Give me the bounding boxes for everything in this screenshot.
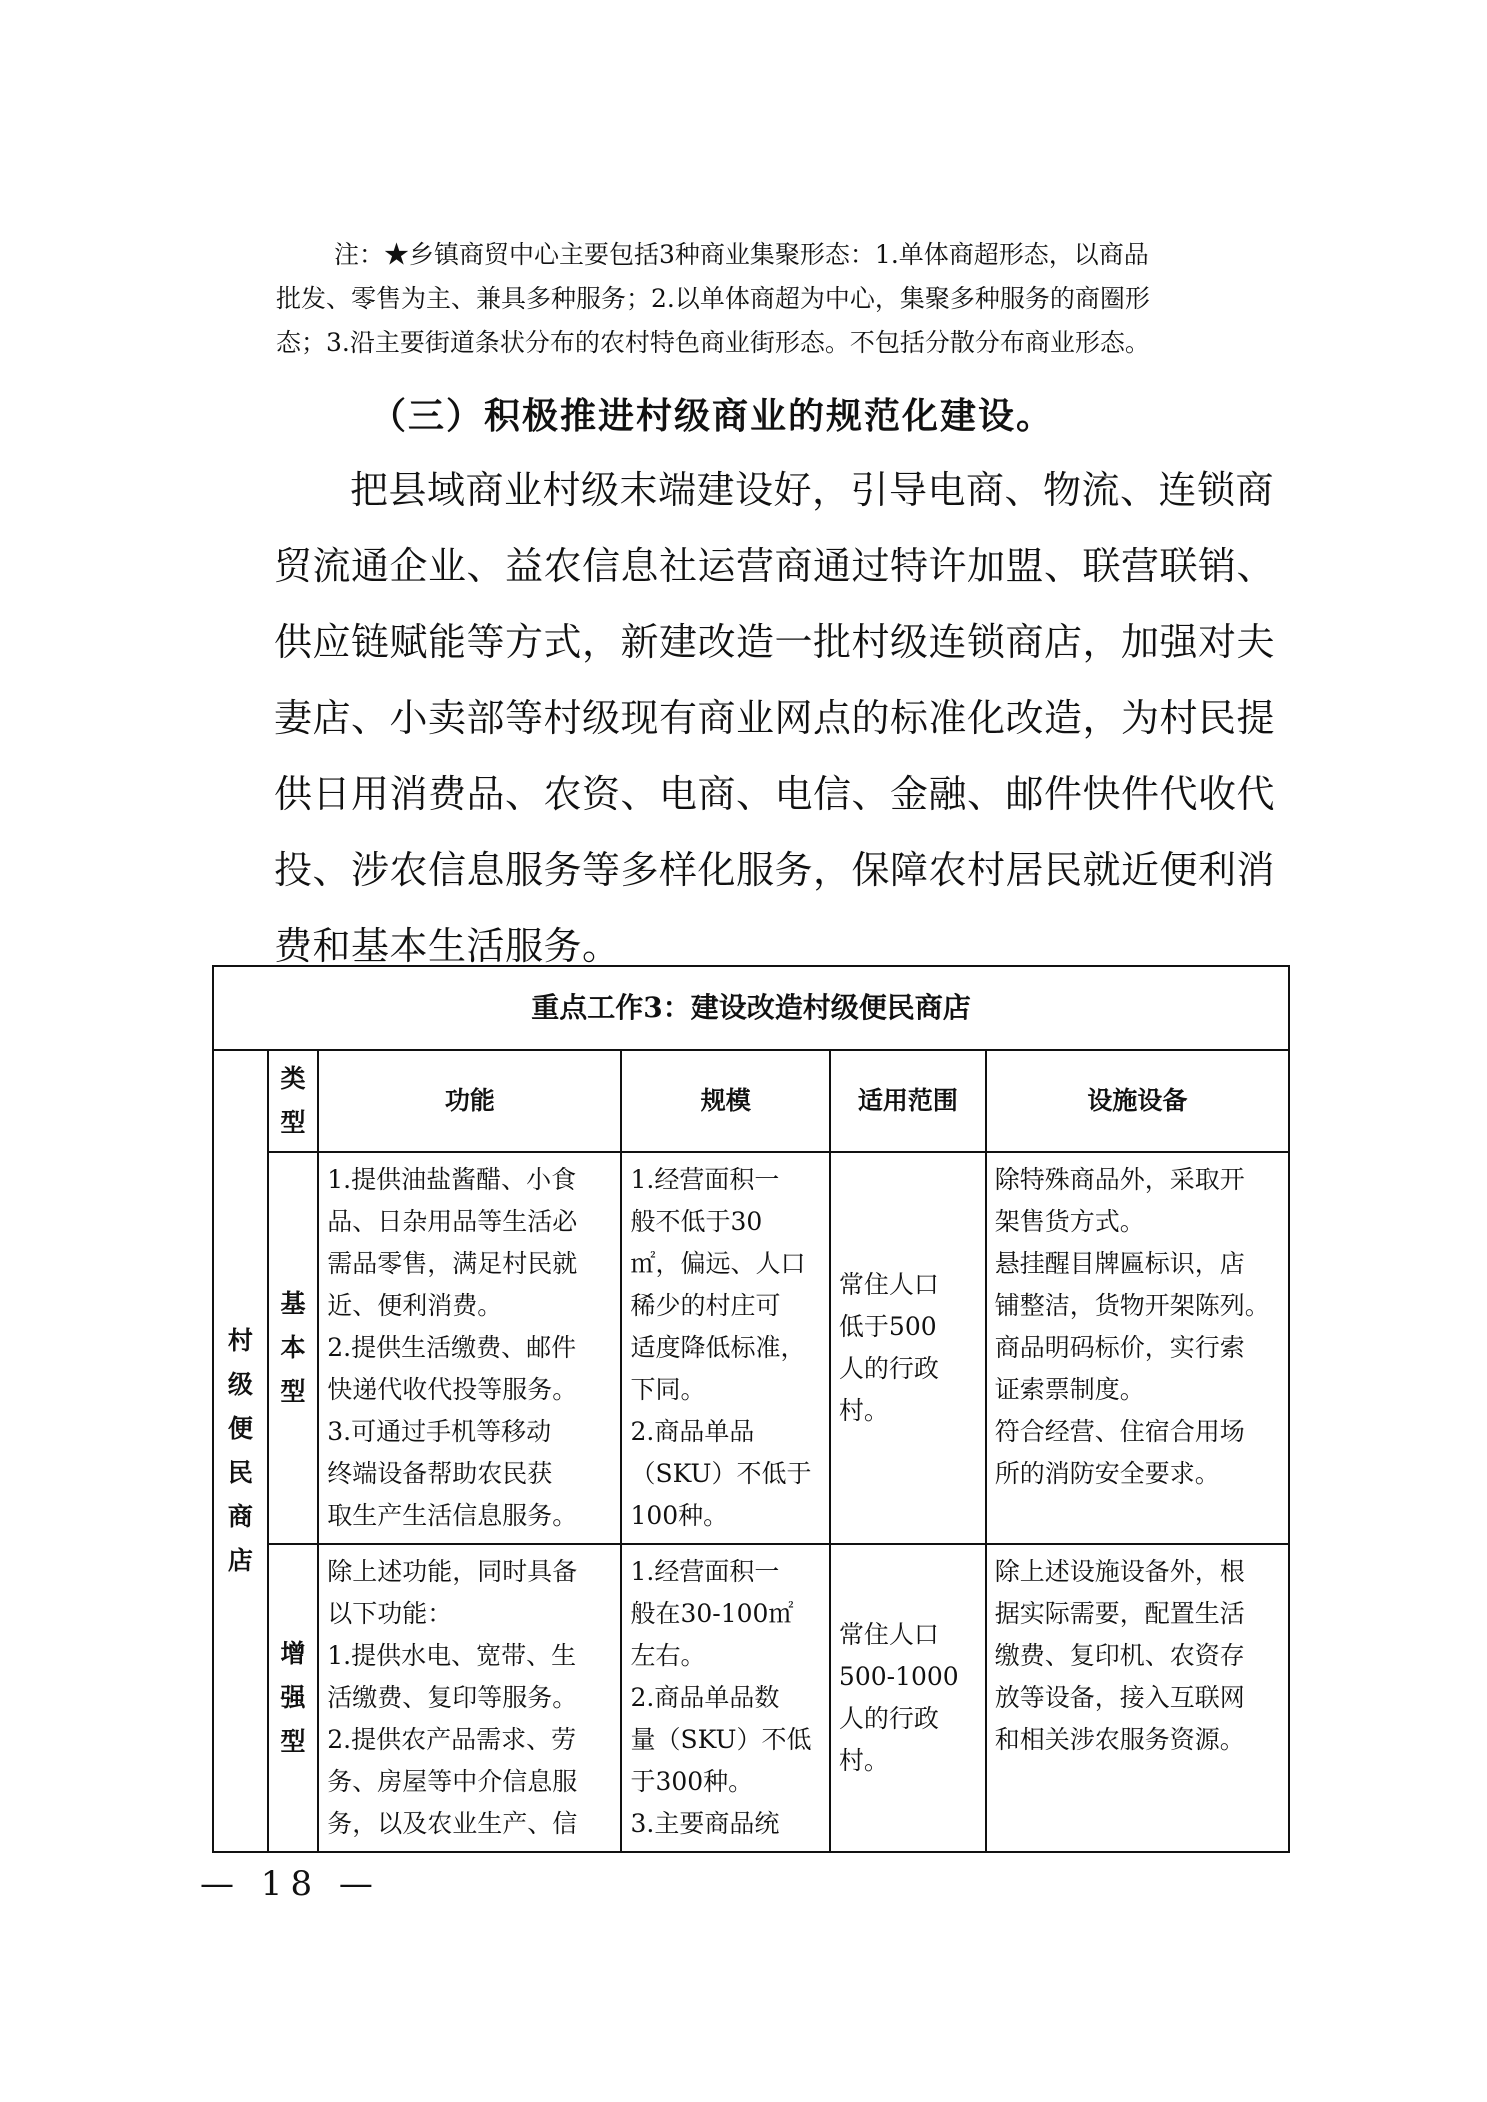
cell-line: 2.商品单品数 <box>630 1683 780 1712</box>
category-char: 店 <box>227 1546 253 1575</box>
cell-line: 除上述功能，同时具备 <box>327 1557 578 1586</box>
paragraph-line: 贸流通企业、益农信息社运营商通过特许加盟、联营联销、 <box>274 544 1276 588</box>
row-type-cell <box>268 1152 319 1544</box>
cell-line: 村。 <box>838 1746 889 1775</box>
cell-line: 2.提供农产品需求、劳 <box>327 1725 577 1754</box>
header-char: 型 <box>280 1108 306 1137</box>
cell-line: 1.提供水电、宽带、生 <box>327 1641 577 1670</box>
cell-line: 快递代收代投等服务。 <box>327 1375 578 1404</box>
row-type-cell <box>268 1544 319 1852</box>
cell-line: 悬挂醒目牌匾标识，店 <box>994 1249 1245 1278</box>
cell-line: 3.可通过手机等移动 <box>327 1417 552 1446</box>
cell-line: 常住人口 <box>838 1620 939 1649</box>
cell-line: 放等设备，接入互联网 <box>994 1683 1245 1712</box>
paragraph-line: 投、涉农信息服务等多样化服务，保障农村居民就近便利消 <box>274 848 1276 892</box>
header-scale: 规模 <box>621 1050 829 1152</box>
category-cell <box>213 1050 268 1852</box>
cell-line: 常住人口 <box>838 1270 939 1299</box>
cell-line: 近、便利消费。 <box>327 1291 503 1320</box>
paragraph-line: 费和基本生活服务。 <box>274 924 621 968</box>
cell-line: 1.提供油盐酱醋、小食 <box>327 1165 577 1194</box>
function-cell <box>318 1152 621 1544</box>
cell-line: 商品明码标价，实行索 <box>994 1333 1245 1362</box>
header-char: 类 <box>280 1064 306 1093</box>
table-footnote <box>276 233 1246 365</box>
cell-line: 1.经营面积一 <box>630 1557 780 1586</box>
table-row <box>213 1152 1289 1544</box>
table-row <box>213 1544 1289 1852</box>
cell-line: （SKU）不低于 <box>630 1459 812 1488</box>
type-char: 本 <box>280 1333 306 1362</box>
paragraph-line: 供日用消费品、农资、电商、电信、金融、邮件快件代收代 <box>274 772 1276 816</box>
cell-line: 终端设备帮助农民获 <box>327 1459 553 1488</box>
scale-cell <box>621 1152 829 1544</box>
cell-line: ㎡，偏远、人口 <box>630 1249 806 1278</box>
cell-line: 适度降低标准， <box>630 1333 806 1362</box>
cell-line: 以下功能： <box>327 1599 453 1628</box>
scale-cell <box>621 1544 829 1852</box>
cell-line: 除特殊商品外，采取开 <box>994 1165 1245 1194</box>
cell-line: 符合经营、住宿合用场 <box>994 1417 1245 1446</box>
cell-line: 低于500 <box>838 1312 937 1341</box>
cell-line: 需品零售，满足村民就 <box>327 1249 578 1278</box>
facility-cell <box>986 1152 1289 1544</box>
category-char: 村 <box>227 1326 253 1355</box>
header-scope: 适用范围 <box>830 1050 986 1152</box>
cell-line: 500-1000 <box>838 1662 959 1691</box>
cell-line: 品、日杂用品等生活必 <box>327 1207 578 1236</box>
cell-line: 缴费、复印机、农资存 <box>994 1641 1245 1670</box>
cell-line: 架售货方式。 <box>994 1207 1145 1236</box>
scope-cell <box>830 1152 986 1544</box>
cell-line: 除上述设施设备外，根 <box>994 1557 1245 1586</box>
cell-line: 3.主要商品统 <box>630 1809 780 1838</box>
cell-line: 活缴费、复印等服务。 <box>327 1683 578 1712</box>
type-char: 基 <box>280 1289 306 1318</box>
cell-line: 量（SKU）不低 <box>630 1725 812 1754</box>
function-cell <box>318 1544 621 1852</box>
footnote-line: 批发、零售为主、兼具多种服务；2.以单体商超为中心，集聚多种服务的商圈形 <box>276 284 1150 313</box>
type-char: 增 <box>280 1639 306 1668</box>
page-number: — 18 — <box>200 1864 381 1904</box>
cell-line: 左右。 <box>630 1641 706 1670</box>
body-paragraph <box>274 452 1276 984</box>
footnote-line: 注：★乡镇商贸中心主要包括3种商业集聚形态：1.单体商超形态，以商品 <box>334 240 1149 269</box>
table-caption: 重点工作3：建设改造村级便民商店 <box>213 966 1289 1050</box>
cell-line: 村。 <box>838 1396 889 1425</box>
type-char: 型 <box>280 1727 306 1756</box>
category-char: 级 <box>227 1370 253 1399</box>
category-char: 民 <box>227 1458 253 1487</box>
cell-line: 100种。 <box>630 1501 729 1530</box>
cell-line: 般在30-100㎡ <box>630 1599 794 1628</box>
key-work-table <box>212 965 1290 1853</box>
cell-line: 人的行政 <box>838 1704 939 1733</box>
type-char: 强 <box>280 1683 306 1712</box>
footnote-line: 态；3.沿主要街道条状分布的农村特色商业街形态。不包括分散分布商业形态。 <box>276 328 1150 357</box>
cell-line: 下同。 <box>630 1375 706 1404</box>
cell-line: 2.提供生活缴费、邮件 <box>327 1333 577 1362</box>
type-char: 型 <box>280 1377 306 1406</box>
paragraph-line: 妻店、小卖部等村级现有商业网点的标准化改造，为村民提 <box>274 696 1276 740</box>
cell-line: 务，以及农业生产、信 <box>327 1809 578 1838</box>
category-char: 便 <box>227 1414 253 1443</box>
scope-cell <box>830 1544 986 1852</box>
cell-line: 于300种。 <box>630 1767 754 1796</box>
cell-line: 人的行政 <box>838 1354 939 1383</box>
paragraph-line: 供应链赋能等方式，新建改造一批村级连锁商店，加强对夫 <box>274 620 1276 664</box>
header-facility: 设施设备 <box>986 1050 1289 1152</box>
cell-line: 1.经营面积一 <box>630 1165 780 1194</box>
cell-line: 般不低于30 <box>630 1207 763 1236</box>
paragraph-line: 把县域商业村级末端建设好，引导电商、物流、连锁商 <box>350 468 1275 512</box>
header-type <box>268 1050 319 1152</box>
cell-line: 所的消防安全要求。 <box>994 1459 1220 1488</box>
header-function: 功能 <box>318 1050 621 1152</box>
cell-line: 证索票制度。 <box>994 1375 1145 1404</box>
cell-line: 稀少的村庄可 <box>630 1291 781 1320</box>
cell-line: 和相关涉农服务资源。 <box>994 1725 1245 1754</box>
cell-line: 务、房屋等中介信息服 <box>327 1767 578 1796</box>
section-heading: （三）积极推进村级商业的规范化建设。 <box>370 395 1055 437</box>
cell-line: 2.商品单品 <box>630 1417 755 1446</box>
category-char: 商 <box>227 1502 253 1531</box>
cell-line: 取生产生活信息服务。 <box>327 1501 578 1530</box>
cell-line: 铺整洁，货物开架陈列。 <box>994 1291 1270 1320</box>
cell-line: 据实际需要，配置生活 <box>994 1599 1245 1628</box>
facility-cell <box>986 1544 1289 1852</box>
